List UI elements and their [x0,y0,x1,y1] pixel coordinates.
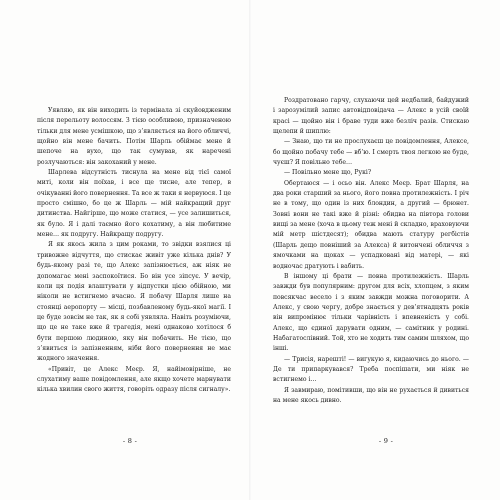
paragraph: — Трисія, нарешті! — вигукую я, кидаючись до нього. — Де ти припаркувався? Треба поспішати, ми ніяк не встигнемо і… [273,355,469,384]
paragraph: Обертаюся — і осьо він. Алекс Меєр. Брат Шарля, на два роки старший за нього, його повна протилежність. І річ не в тому, що один із них блондин, а другий — брюнет. Зовні вони не такі вже й різні: обидва на півтора голови вищі за мене (хоча в цьому теж мені й складно, враховуючи мій метр шістдесят); обидва мають статуру регбістів (Шарль дещо повніший за Алекса) й витончені обличчя з ямочками на щоках — успадковані від матері, — які водночас дратують і вабить. [273,179,469,270]
right-page-text [273,96,469,406]
paragraph: Уявляю, як він виходить із термінала зі скуйовдженим після перельоту волоссям. З тією особливою, призначеною тільки для мене усмішкою, що з’являється на його обличчі, щойно він мене бачить. Потім Шарль обіймає мене й шепоче на вухо, що так сумував, як наречені розлучаються: він закоханий у мене. [37,107,231,166]
paragraph: — Знаю, що ти не прослухаєш це повідомлення, Алексе, бо щойно побачу тебе — вб’ю. І смерть твоя легкою не буде, чуєш? Я повільно тебе… [273,138,469,167]
paragraph: Я як якось жила з цим роками, то звідки взялися ці тривожне відчуття, що стискає живіт уже кілька днів? У будь-якому разі те, що Алекс запізнюється, аж ніяк не допомагає мені заспокоїтися. Бо він усе зіпсує. У вечір, коли ця подія влаштувати у відпустки цією обійною, ми ніколи не встигнемо вчасно. Я побачу Шарля лише на стоянці аеропорту — місці, позбавленому будь-якої магії. І це буде зовсім не так, як я собі уявляла. Навіть розуміючи, що це не таке вже й трагедія, мені однаково хотілося б бути першою людиною, яку він побачить. Не тією, що з’явиться із запізненням, ніби його повернення не має жодного значення. [37,241,231,363]
paragraph: Я завмираю, помітивши, що він не рухається й дивиться на мене якось дивно. [273,386,469,404]
page-number: - 8 - [122,437,138,445]
paragraph: — Повільно мене що, Рукі? [284,169,372,177]
paragraph: В іншому ці брати — повна протилежність. Шарль завжди був популярним: другом для всіх, хлопцем, з яким повсякчас весело і з яким завжди можна поговорити. А Алекс, у свою чергу, добре знається у дев’ятнадцять років він випромінює тільки чарівність і впевненість у собі. Алекс, що єдиної дарувати одним, — самітник у родині. Набагатослівний. Той, хто не ходить тим самим шляхом, що інші. [273,272,469,353]
paragraph: «Привіт, це Алекс Меєр. Я, найімовірніше, не слухатиму ваше повідомлення, але якщо хочете марнувати кілька хвилин свого життя, говоріть одразу після сигналу». [37,365,231,394]
left-page [0,0,249,500]
paragraph: Шарлева відсутність тиснула на мене від тієї самої миті, коли він поїхав, і все ще тисне, але тепер, в очікуванні його повернення. Та все ж таки я нервуюся. І це просто смішно, бо це ж Шарль — мій найкращий друг дитинства. Найгірше, що може статися, — усе залишиться, як було. Я і далі таємно його кохатиму, а він любитиме мене… як подругу. Найкращу подругу. [37,169,231,239]
page-number: - 9 - [378,437,394,445]
left-page-text [37,106,231,396]
paragraph: Роздратовано гарчу, слухаючи цей недбалий, байдужий і зарозумілий запис автовідповідача — Алекс в усій своїй красі — щойно він і браве туди вже безліч разів. Стискаю щелепи й шиплю: [273,97,469,136]
right-page [251,0,500,500]
